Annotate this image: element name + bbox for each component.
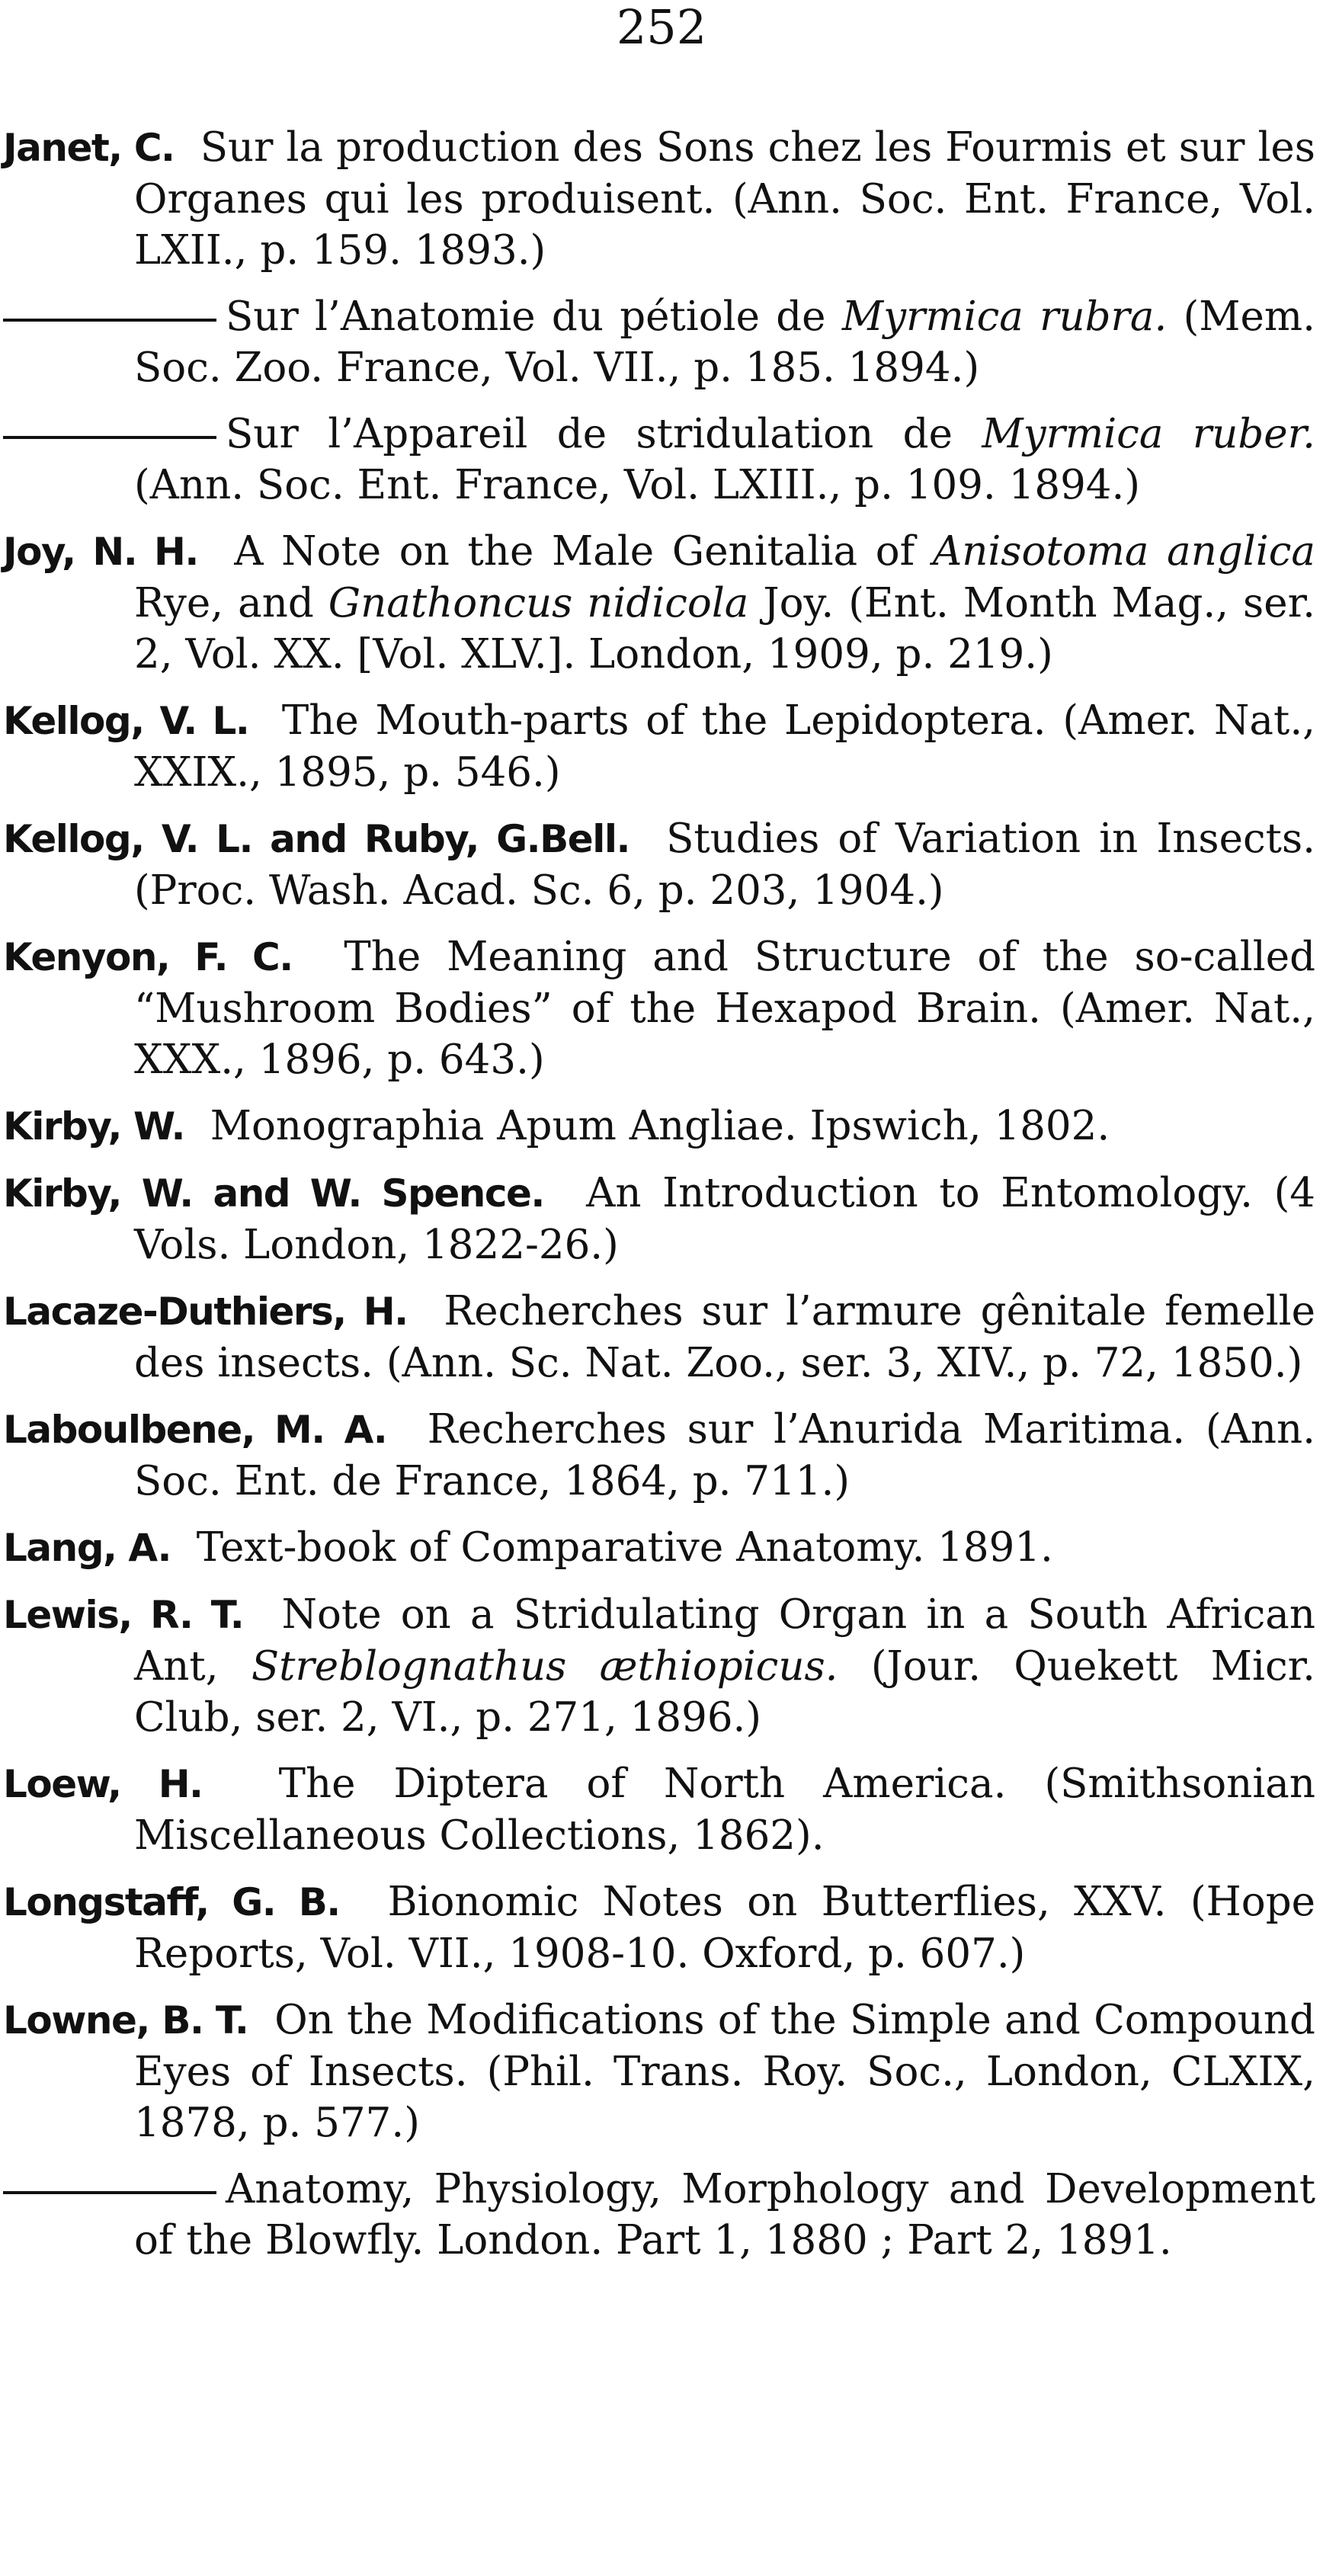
entry-title: Note on a Stridulating Organ in a South African Ant, bbox=[134, 1591, 1315, 1690]
entry-title: Studies of Variation in Insects. (Proc. Wash. Acad. Sc. 6, p. 203, 1904.) bbox=[134, 815, 1316, 914]
entry-title: An Introduction to Entomology. (4 Vols. London, 1822-26.) bbox=[134, 1170, 1315, 1268]
entry-author: Kellog, V. L. and Ruby, G.Bell. bbox=[3, 817, 629, 861]
entry-species: Streblognathus æthiopicus. bbox=[251, 1643, 838, 1690]
entry-species: Gnathoncus nidicola bbox=[328, 580, 749, 626]
entry-author: Joy, N. H. bbox=[3, 530, 198, 574]
entry-author: Lang, A. bbox=[3, 1526, 171, 1570]
bibliography-entry bbox=[3, 122, 1315, 276]
bibliography-entry bbox=[3, 1876, 1315, 1979]
ditto-dash bbox=[3, 319, 216, 322]
entry-citation: (Jour. Quekett Micr. Club, ser. 2, VI., p. 271, 1896.) bbox=[134, 1643, 1315, 1741]
bibliography-entry bbox=[3, 695, 1315, 798]
ditto-dash bbox=[3, 436, 216, 439]
bibliography-entry bbox=[3, 1168, 1315, 1270]
entry-title: Sur la production des Sons chez les Fourmis et sur les Organes qui les produisent. (Ann. Soc. Ent. France, Vol. LXII., p. 159. 1893.) bbox=[134, 124, 1315, 274]
entry-author: Kirby, W. bbox=[3, 1104, 185, 1149]
entry-author: Lowne, B. T. bbox=[3, 1998, 248, 2043]
bibliography-entry bbox=[3, 1589, 1315, 1743]
entry-title: Recherches sur l’Anurida Maritima. (Ann. Soc. Ent. de France, 1864, p. 711.) bbox=[134, 1406, 1315, 1504]
entry-author: Loew, H. bbox=[3, 1762, 203, 1806]
bibliography-entry bbox=[3, 1758, 1315, 1861]
entry-species: Anisotoma anglica bbox=[932, 528, 1315, 575]
entry-author: Longstaff, G. B. bbox=[3, 1880, 340, 1924]
entry-title: Sur l’Appareil de stridulation de bbox=[226, 411, 953, 457]
bibliography-entry bbox=[3, 1101, 1315, 1152]
entry-author: Kirby, W. and W. Spence. bbox=[3, 1171, 544, 1216]
bibliography-list bbox=[3, 122, 1315, 2281]
entry-author: Janet, C. bbox=[3, 126, 175, 170]
bibliography-entry bbox=[3, 931, 1315, 1085]
entry-title: The Diptera of North America. (Smithsonian Miscellaneous Collections, 1862). bbox=[134, 1761, 1316, 1859]
entry-citation: (Mem. Soc. Zoo. France, Vol. VII., p. 185. 1894.) bbox=[134, 293, 1315, 391]
entry-species: Myrmica rubra. bbox=[841, 293, 1168, 340]
entry-species: Myrmica ruber. bbox=[982, 411, 1315, 457]
entry-title: On the Modifications of the Simple and Compound Eyes of Insects. (Phil. Trans. Roy. Soc., London, CLXIX, 1878, p. 577.) bbox=[134, 1997, 1315, 2146]
entry-title: The Mouth-parts of the Lepidoptera. (Amer. Nat., XXIX., 1895, p. 546.) bbox=[134, 697, 1316, 796]
entry-title-mid: Rye, and bbox=[134, 580, 314, 626]
bibliography-entry bbox=[3, 1286, 1315, 1389]
bibliography-entry bbox=[3, 1994, 1315, 2148]
entry-title: A Note on the Male Genitalia of bbox=[234, 528, 915, 575]
entry-title: Text-book of Comparative Anatomy. 1891. bbox=[196, 1524, 1053, 1571]
bibliography-entry bbox=[3, 1404, 1315, 1507]
entry-author: Lacaze-Duthiers, H. bbox=[3, 1290, 408, 1334]
entry-author: Laboulbene, M. A. bbox=[3, 1408, 387, 1452]
entry-title: Sur l’Anatomie du pétiole de bbox=[226, 293, 826, 340]
entry-author: Lewis, R. T. bbox=[3, 1593, 244, 1637]
ditto-dash bbox=[3, 2191, 216, 2194]
bibliography-entry bbox=[3, 291, 1315, 393]
entry-citation: (Ann. Soc. Ent. France, Vol. LXIII., p. 109. 1894.) bbox=[134, 462, 1141, 508]
entry-title: Anatomy, Physiology, Morphology and Development of the Blowfly. London. Part 1, 1880 ; Part 2, 1891. bbox=[134, 2166, 1315, 2264]
bibliography-entry bbox=[3, 813, 1315, 916]
entry-title: Recherches sur l’armure gênitale femelle des insects. (Ann. Sc. Nat. Zoo., ser. 3, XIV., p. 72, 1850.) bbox=[134, 1288, 1315, 1386]
entry-citation: Joy. (Ent. Month Mag., ser. 2, Vol. XX. [Vol. XLV.]. London, 1909, p. 219.) bbox=[134, 580, 1315, 678]
entry-title: Bionomic Notes on Butterflies, XXV. (Hope Reports, Vol. VII., 1908-10. Oxford, p. 607.) bbox=[134, 1879, 1315, 1977]
bibliography-entry bbox=[3, 409, 1315, 511]
entry-author: Kenyon, F. C. bbox=[3, 935, 293, 979]
bibliography-entry bbox=[3, 526, 1315, 680]
entry-author: Kellog, V. L. bbox=[3, 699, 249, 743]
entry-title: Monographia Apum Angliae. Ipswich, 1802. bbox=[210, 1103, 1110, 1149]
bibliography-entry bbox=[3, 2164, 1315, 2266]
bibliography-entry bbox=[3, 1522, 1315, 1574]
page-number: 252 bbox=[616, 0, 707, 55]
entry-title: The Meaning and Structure of the so-called “Mushroom Bodies” of the Hexapod Brain. (Amer. Nat., XXX., 1896, p. 643.) bbox=[134, 934, 1316, 1083]
